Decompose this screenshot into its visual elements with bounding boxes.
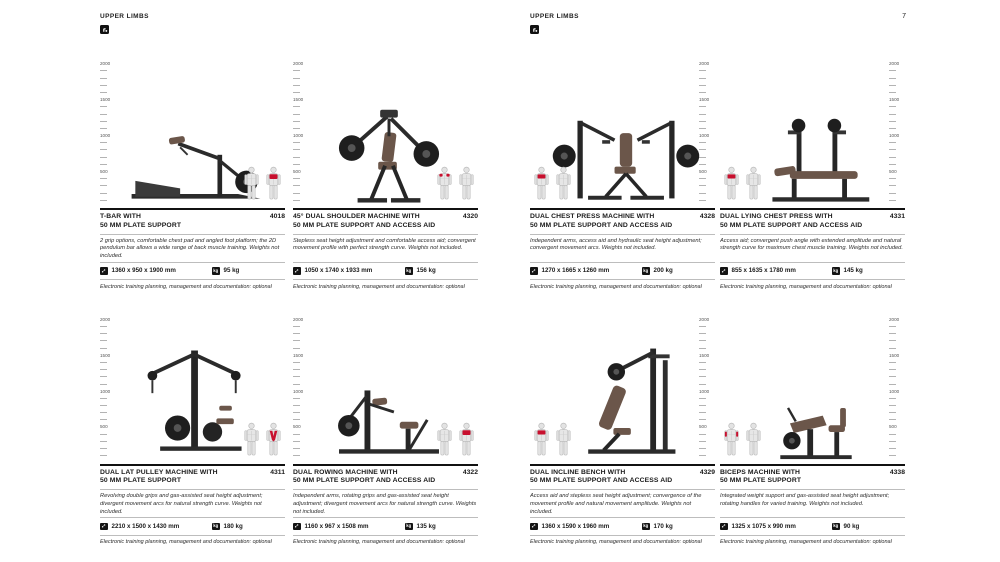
dimensions-icon: ⤢	[293, 267, 301, 275]
figure-area	[293, 314, 478, 464]
product-card	[530, 314, 715, 546]
product-info	[100, 208, 285, 290]
optional-note: Electronic training planning, management and documentation: optional	[293, 539, 465, 546]
machine-photo	[325, 363, 453, 461]
muscle-figure-front	[242, 166, 261, 203]
scale-ruler: 2000 1500 1000 500	[889, 316, 905, 460]
dimensions-value: 1360 x 950 x 1900 mm	[111, 267, 176, 275]
muscle-diagram	[435, 166, 476, 203]
product-description: Revolving double grips and gas-assisted seat height adjustment; divergent movement arcs for natural strength curve. Weights not included.	[100, 490, 285, 518]
muscle-figure-front	[532, 422, 551, 459]
scale-ruler: 2000 1500 1000 500	[293, 60, 309, 204]
product-title: DUAL INCLINE BENCH WITH 50 MM PLATE SUPPORT AND ACCESS AID	[530, 468, 673, 485]
machine-photo	[562, 335, 690, 461]
optional-note: Electronic training planning, management and documentation: optional	[100, 283, 272, 290]
product-number: 4328	[699, 213, 715, 220]
product-description: Integrated weight support and gas-assisted seat height adjustment; rotating handles for varied training. Weights not included.	[720, 490, 905, 518]
weight-value: 170 kg	[653, 523, 673, 531]
product-description: Independent arms, rotating grips and gas-assisted seat height adjustment; divergent movement arcs for natural strength curve. Weights not included.	[293, 490, 478, 518]
upper-limbs-icon	[100, 25, 109, 34]
optional-note: Electronic training planning, management and documentation: optional	[720, 539, 892, 546]
product-info	[530, 464, 715, 546]
dimensions-icon: ⤢	[720, 267, 728, 275]
dimensions-icon: ⤢	[293, 523, 301, 531]
muscle-figure-front	[435, 422, 454, 459]
machine-photo	[752, 113, 880, 205]
dimensions-value: 1270 x 1665 x 1260 mm	[541, 267, 610, 275]
product-title: DUAL LAT PULLEY MACHINE WITH 50 MM PLATE SUPPORT	[100, 468, 218, 485]
muscle-figure-front	[242, 422, 261, 459]
product-card	[100, 58, 285, 290]
weight-value: 156 kg	[416, 267, 436, 275]
product-number: 4329	[699, 468, 715, 476]
machine-photo	[330, 97, 448, 205]
left-page	[100, 58, 478, 545]
muscle-diagram	[242, 422, 283, 459]
muscle-figure-front	[722, 422, 741, 459]
figure-area	[720, 314, 905, 464]
product-number: 4018	[269, 213, 285, 220]
weight-value: 135 kg	[416, 523, 436, 531]
dimensions-icon: ⤢	[100, 267, 108, 275]
muscle-diagram	[722, 166, 763, 203]
weight-value: 180 kg	[223, 523, 243, 531]
product-info	[293, 208, 478, 290]
product-title: T-BAR WITH 50 MM PLATE SUPPORT	[100, 213, 182, 229]
weight-value: 95 kg	[223, 267, 240, 275]
right-page	[530, 58, 905, 545]
product-number: 4320	[462, 213, 478, 220]
muscle-diagram	[722, 422, 763, 459]
product-number: 4322	[462, 468, 478, 476]
product-card	[720, 58, 905, 290]
dimensions-icon: ⤢	[720, 523, 728, 531]
scale-ruler: 2000 1500 1000 500	[889, 60, 905, 204]
figure-area	[100, 314, 285, 464]
product-description: Independent arms, access aid and hydraulic seat height adjustment; convergent movement arcs. Weights not included.	[530, 235, 715, 263]
product-info	[530, 208, 715, 290]
dimensions-icon: ⤢	[530, 523, 538, 531]
dimensions-value: 1360 x 1590 x 1960 mm	[541, 523, 610, 531]
scale-ruler: 2000 1500 1000 500	[699, 60, 715, 204]
muscle-figure-back	[744, 422, 763, 459]
weight-icon: kg	[406, 523, 412, 529]
weight-value: 90 kg	[843, 523, 860, 531]
optional-note: Electronic training planning, management and documentation: optional	[100, 539, 272, 546]
dimensions-value: 1160 x 967 x 1508 mm	[304, 523, 369, 531]
product-card	[293, 314, 478, 546]
product-number: 4311	[270, 468, 285, 476]
machine-photo	[762, 379, 870, 461]
product-description: Stepless seat height adjustment and comfortable access aid; convergent movement profile with perfect strength curve. Weights not included.	[293, 235, 478, 263]
product-title: 45° DUAL SHOULDER MACHINE WITH 50 MM PLATE SUPPORT AND ACCESS AID	[293, 213, 436, 229]
weight-value: 145 kg	[843, 267, 863, 275]
muscle-figure-back	[554, 422, 573, 459]
product-description: 2 grip options, comfortable chest pad and angled foot platform; the 2D pendulum bar allows a wide range of back muscle training. Weights not included.	[100, 235, 285, 263]
scale-ruler: 2000 1500 1000 500	[100, 60, 116, 204]
product-title: DUAL CHEST PRESS MACHINE WITH 50 MM PLATE SUPPORT AND ACCESS AID	[530, 213, 673, 229]
muscle-figure-front	[532, 166, 551, 203]
weight-icon: kg	[643, 523, 649, 529]
weight-icon: kg	[833, 267, 839, 273]
product-card	[720, 314, 905, 546]
product-card	[293, 58, 478, 290]
muscle-diagram	[242, 166, 283, 203]
product-info	[720, 208, 905, 290]
muscle-diagram	[435, 422, 476, 459]
product-card	[100, 314, 285, 546]
muscle-figure-front	[435, 166, 454, 203]
optional-note: Electronic training planning, management and documentation: optional	[530, 283, 702, 290]
page-title: UPPER LIMBS	[100, 13, 149, 20]
optional-note: Electronic training planning, management and documentation: optional	[720, 283, 892, 290]
product-title: DUAL ROWING MACHINE WITH 50 MM PLATE SUPPORT AND ACCESS AID	[293, 468, 436, 485]
figure-area	[530, 58, 715, 208]
product-info	[100, 464, 285, 546]
dimensions-icon: ⤢	[100, 523, 108, 531]
weight-icon: kg	[643, 267, 649, 273]
dimensions-value: 855 x 1635 x 1780 mm	[731, 267, 796, 275]
optional-note: Electronic training planning, management and documentation: optional	[530, 539, 702, 546]
optional-note: Electronic training planning, management and documentation: optional	[293, 283, 465, 290]
dimensions-value: 1325 x 1075 x 990 mm	[731, 523, 796, 531]
weight-value: 200 kg	[653, 267, 673, 275]
dimensions-icon: ⤢	[530, 267, 538, 275]
muscle-figure-back	[457, 422, 476, 459]
muscle-diagram	[532, 166, 573, 203]
muscle-figure-front	[722, 166, 741, 203]
weight-icon: kg	[213, 267, 219, 273]
product-number: 4338	[889, 468, 905, 476]
muscle-figure-back	[457, 166, 476, 203]
muscle-figure-back	[554, 166, 573, 203]
upper-limbs-icon	[530, 25, 539, 34]
product-info	[293, 464, 478, 546]
figure-area	[720, 58, 905, 208]
product-info	[720, 464, 905, 546]
weight-icon: kg	[406, 267, 412, 273]
product-title: BICEPS MACHINE WITH 50 MM PLATE SUPPORT	[720, 468, 802, 485]
figure-area	[530, 314, 715, 464]
scale-ruler: 2000 1500 1000 500	[293, 316, 309, 460]
muscle-figure-back	[744, 166, 763, 203]
figure-area	[100, 58, 285, 208]
figure-area	[293, 58, 478, 208]
product-description: Access aid; convergent push angle with extended amplitude and natural strength curve for maximum chest muscle training. Weights not included.	[720, 235, 905, 263]
muscle-figure-back	[264, 166, 283, 203]
product-card	[530, 58, 715, 290]
weight-icon: kg	[833, 523, 839, 529]
product-title: DUAL LYING CHEST PRESS WITH 50 MM PLATE SUPPORT AND ACCESS AID	[720, 213, 863, 229]
scale-ruler: 2000 1500 1000 500	[699, 316, 715, 460]
scale-ruler: 2000 1500 1000 500	[100, 316, 116, 460]
page-title: UPPER LIMBS	[530, 13, 579, 20]
machine-photo	[551, 93, 701, 205]
product-description: Access aid and stepless seat height adjustment; convergence of the movement profile and natural movement amplitude. Weights not included.	[530, 490, 715, 518]
dimensions-value: 2210 x 1500 x 1430 mm	[111, 523, 180, 531]
page-number: 7	[902, 13, 906, 20]
weight-icon: kg	[213, 523, 219, 529]
product-number: 4331	[889, 213, 905, 220]
dimensions-value: 1050 x 1740 x 1933 mm	[304, 267, 373, 275]
muscle-figure-back	[264, 422, 283, 459]
muscle-diagram	[532, 422, 573, 459]
